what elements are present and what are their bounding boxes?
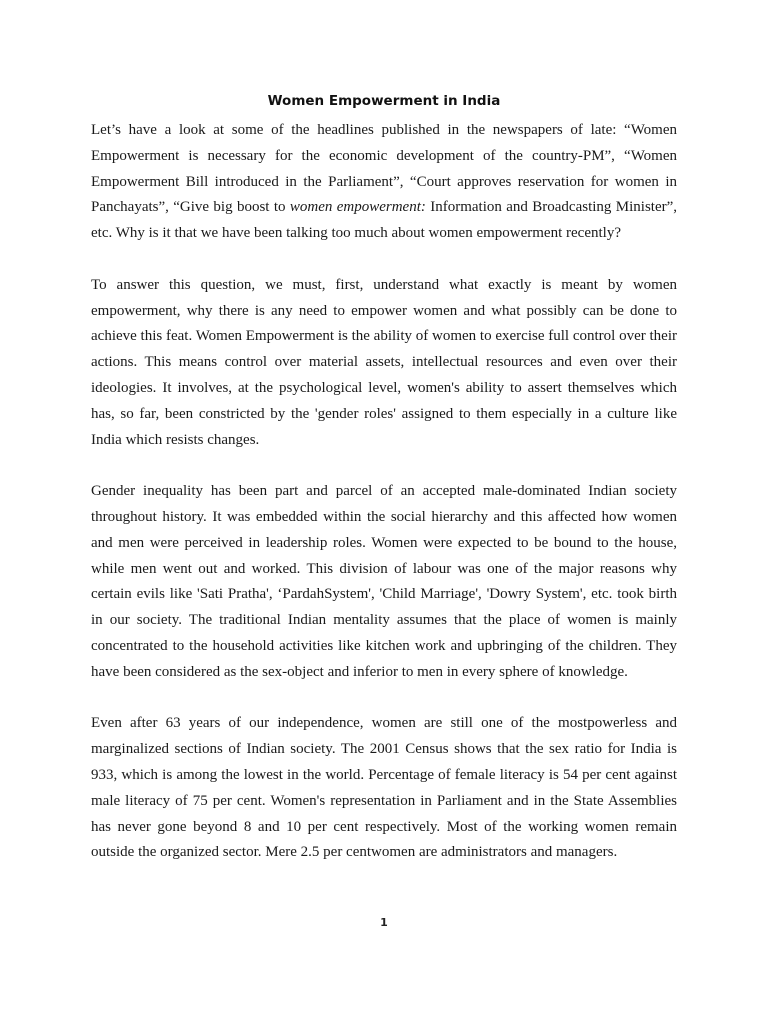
paragraph-headlines (91, 118, 677, 247)
document-body (91, 118, 677, 866)
page-number: 1 (380, 916, 388, 929)
paragraph-gender-inequality: Gender inequality has been part and parcel of an accepted male-dominated Indian society throughout history. It was embedded within the social hierarchy and this affected how women and men were perceived in leadership roles. Women were expected to be bound to the house, while men went out and worked. This division of labour was one of the major reasons why certain evils like 'Sati Pratha', ‘PardahSystem', 'Child Marriage', 'Dowry System', etc. took birth in our society. The traditional Indian mentality assumes that the place of women is mainly concentrated to the household activities like kitchen work and upbringing of the children. They have been considered as the sex-object and inferior to men in every sphere of knowledge. (91, 483, 677, 680)
paragraph-headlines-text-start: Let’s have a look at some of the headlines published in the newspapers of late: “Women Empowerment is necessary for the economic development of the country-PM”, “Women Empowerment Bill introduced in the Parliament”, “Court approves reservation for women in Panchayats”, “Give big boost to (91, 122, 677, 216)
paragraph-definition: To answer this question, we must, first, understand what exactly is meant by women empowerment, why there is any need to empower women and what possibly can be done to achieve this feat. Women Empowerment is the ability of women to exercise full control over their actions. This means control over material assets, intellectual resources and even over their ideologies. It involves, at the psychological level, women's ability to assert themselves which has, so far, been constricted by the 'gender roles' assigned to them especially in a culture like India which resists changes. (91, 276, 677, 448)
document-title: Women Empowerment in India (267, 93, 501, 109)
paragraph-headlines-text-end: Information and Broadcasting Minister”, etc. Why is it that we have been talking too much about women empowerment recently? (91, 199, 678, 242)
paragraph-headlines-emphasis: women empowerment: (289, 199, 426, 216)
paragraph-statistics: Even after 63 years of our independence, women are still one of the mostpowerless and marginalized sections of Indian society. The 2001 Census shows that the sex ratio for India is 933, which is among the lowest in the world. Percentage of female literacy is 54 per cent against male literacy of 75 per cent. Women's representation in Parliament and in the State Assemblies has never gone beyond 8 and 10 per cent respectively. Most of the working women remain outside the organized sector. Mere 2.5 per centwomen are administrators and managers. (91, 715, 677, 861)
